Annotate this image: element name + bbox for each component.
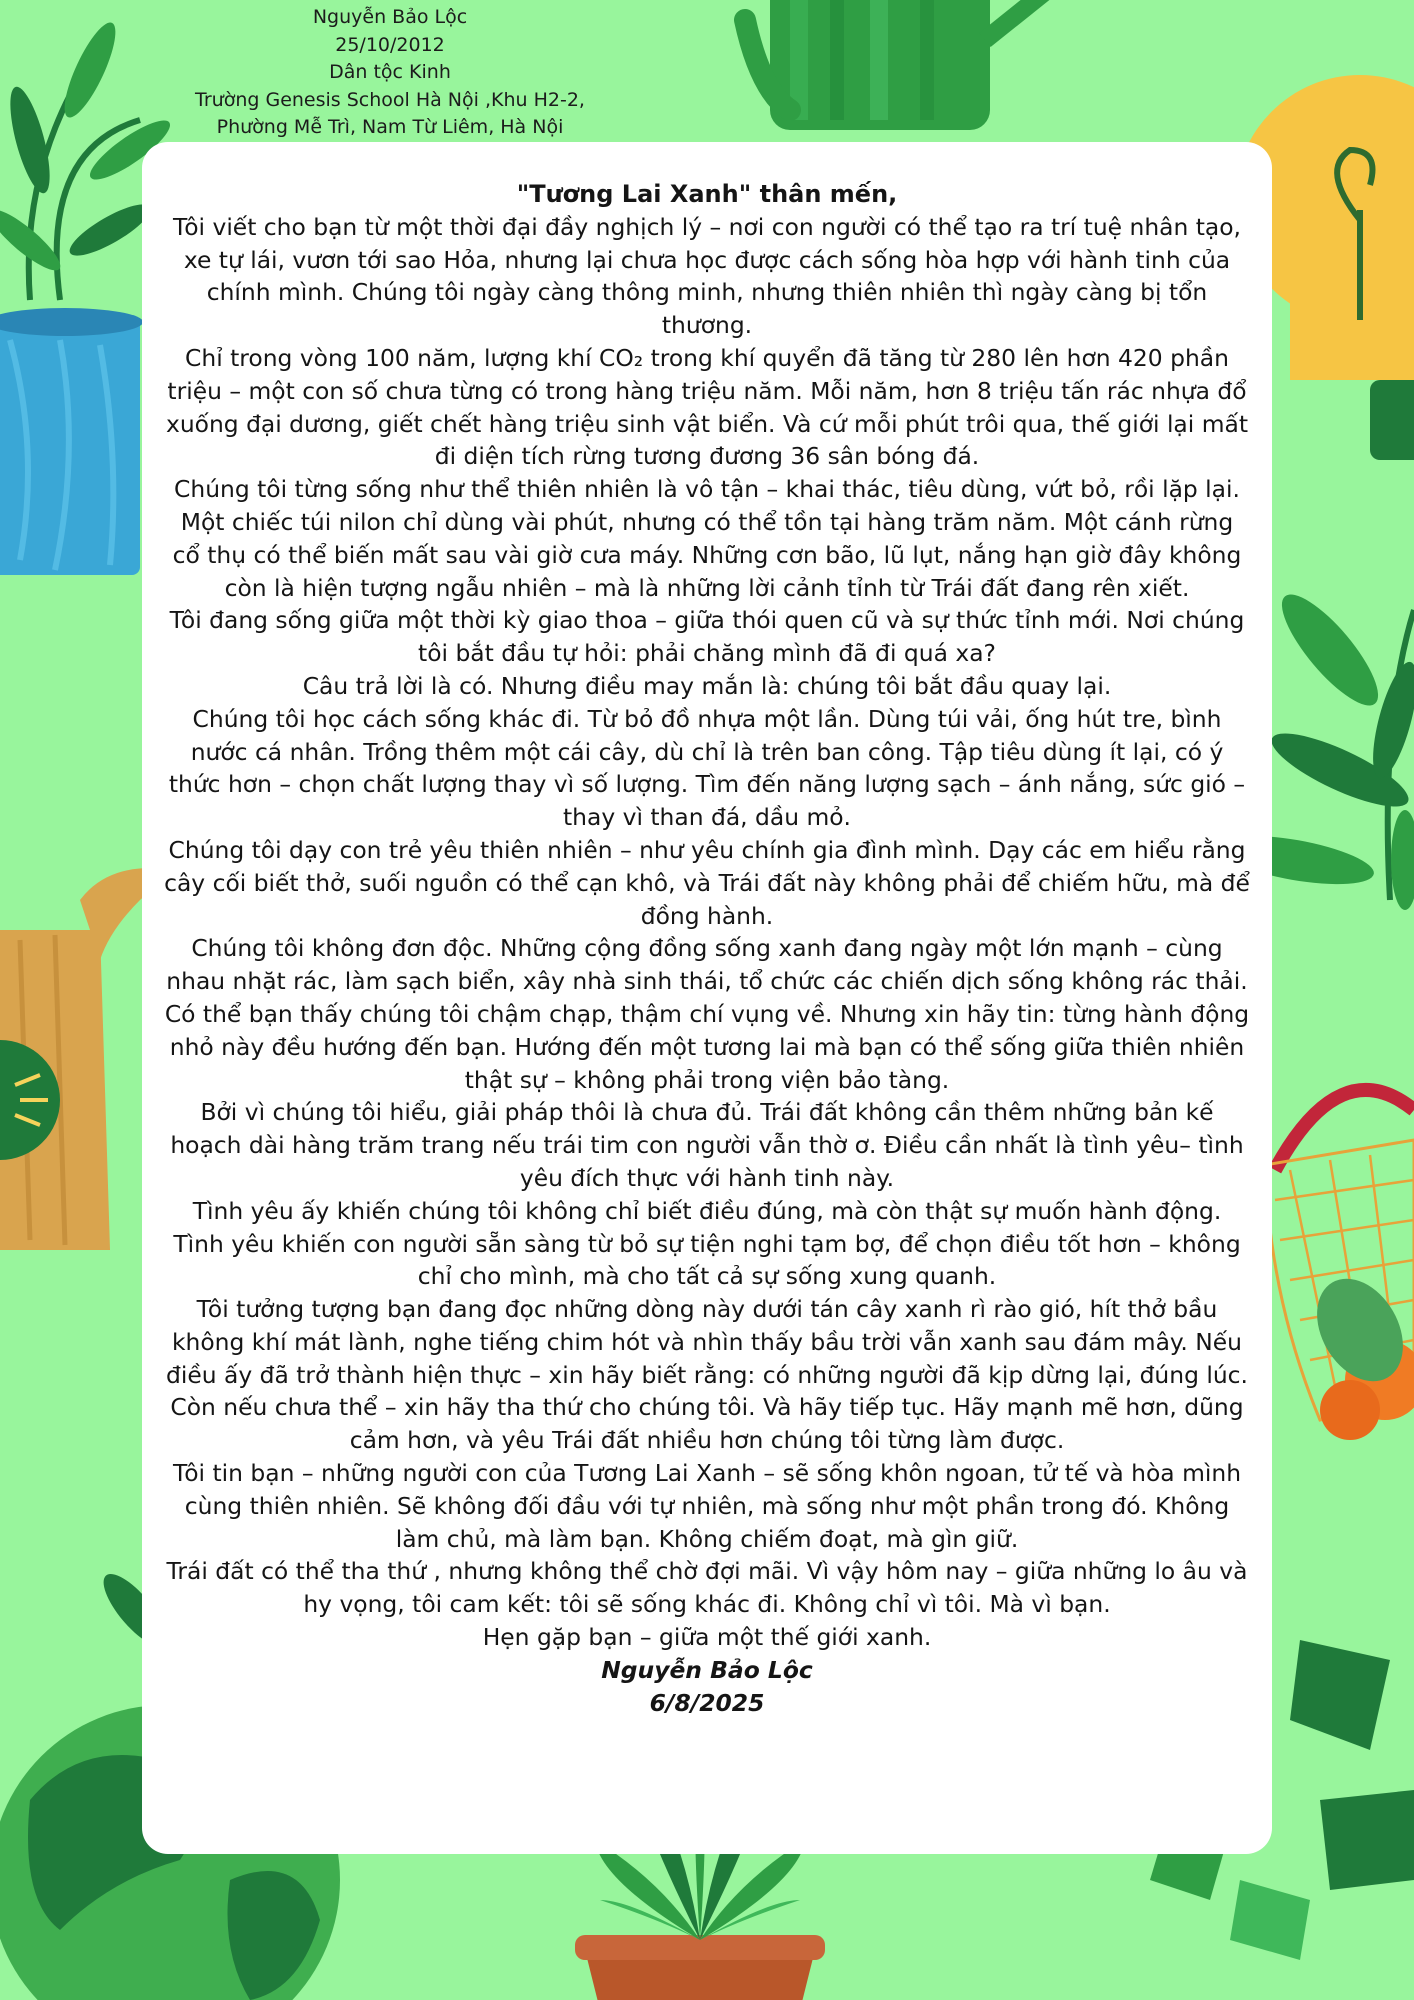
- letter-paragraph: Tôi viết cho bạn từ một thời đại đầy nghịch lý – nơi con người có thể tạo ra trí tuệ nhân tạo, xe tự lái, vươn tới sao Hỏa, nhưng lại chưa học được cách sống hòa hợp với hành tinh của chính mình. Chúng tôi ngày càng thông minh, nhưng thiên nhiên thì ngày càng bị tổn thương.: [173, 212, 1241, 340]
- sender-birth-date: 25/10/2012: [335, 33, 445, 56]
- sender-name: Nguyễn Bảo Lộc: [312, 6, 468, 28]
- signature-date: 6/8/2025: [649, 1688, 765, 1717]
- letter-paragraph: Tình yêu ấy khiến chúng tôi không chỉ biết điều đúng, mà còn thật sự muốn hành động. Tình yêu khiến con người sẵn sàng từ bỏ sự tiện nghi tạm bợ, để chọn điều tốt hơn – không chỉ cho mình, mà cho tất cả sự sống xung quanh.: [173, 1196, 1241, 1291]
- letter-paragraph: Bởi vì chúng tôi hiểu, giải pháp thôi là chưa đủ. Trái đất không cần thêm những bản kế hoạch dài hàng trăm trang nếu trái tim con người vẫn thờ ơ. Điều cần nhất là tình yêu– tình yêu đích thực với hành tinh này.: [170, 1098, 1244, 1192]
- letter-paragraph: Trái đất có thể tha thứ , nhưng không thể chờ đợi mãi. Vì vậy hôm nay – giữa những lo âu và hy vọng, tôi cam kết: tôi sẽ sống khác đi. Không chỉ vì tôi. Mà vì bạn.: [166, 1557, 1248, 1619]
- letter-paragraph: Câu trả lời là có. Nhưng điều may mắn là: chúng tôi bắt đầu quay lại.: [302, 671, 1112, 700]
- letter-body: [142, 178, 1272, 1719]
- sender-school-line-2: Phường Mễ Trì, Nam Từ Liêm, Hà Nội: [216, 116, 564, 138]
- letter-paragraph: Chúng tôi dạy con trẻ yêu thiên nhiên – như yêu chính gia đình mình. Dạy các em hiểu rằng cây cối biết thở, suối nguồn có thể cạn khô, và Trái đất này không phải để chiếm hữu, mà để đồng hành.: [164, 835, 1250, 930]
- watering-can-icon: [745, 0, 1060, 130]
- sender-school-line-1: Trường Genesis School Hà Nội ,Khu H2-2,: [195, 88, 585, 111]
- letter-closing: Hẹn gặp bạn – giữa một thế giới xanh.: [482, 1623, 932, 1652]
- letter-greeting: "Tương Lai Xanh" thân mến,: [516, 180, 898, 208]
- letter-paragraph: Tôi tin bạn – những người con của Tương Lai Xanh – sẽ sống khôn ngoan, tử tế và hòa mình cùng thiên nhiên. Sẽ không đối đầu với tự nhiên, mà sống như một phần trong đó. Không làm chủ, mà làm bạn. Không chiếm đoạt, mà gìn giữ.: [172, 1459, 1242, 1553]
- letter-paragraph: Chúng tôi không đơn độc. Những cộng đồng sống xanh đang ngày một lớn mạnh – cùng nhau nhặt rác, làm sạch biển, xây nhà sinh thái, tổ chức các chiến dịch sống không rác thải. Có thể bạn thấy chúng tôi chậm chạp, thậm chí vụng về. Nhưng xin hãy tin: từng hành động nhỏ này đều hướng đến bạn. Hướng đến một tương lai mà bạn có thể sống giữa thiên nhiên thật sự – không phải trong viện bảo tàng.: [164, 934, 1250, 1094]
- sender-ethnicity: Dân tộc Kinh: [329, 61, 451, 83]
- signature-name: Nguyễn Bảo Lộc: [601, 1655, 813, 1684]
- letter-paragraph: Tôi tưởng tượng bạn đang đọc những dòng này dưới tán cây xanh rì rào gió, hít thở bầu không khí mát lành, nghe tiếng chim hót và nhìn thấy bầu trời vẫn xanh sau đám mây. Nếu điều ấy đã trở thành hiện thực – xin hãy biết rằng: có những người đã kịp dừng lại, đúng lúc. Còn nếu chưa thể – xin hãy tha thứ cho chúng tôi. Và hãy tiếp tục. Hãy mạnh mẽ hơn, dũng cảm hơn, và yêu Trái đất nhiều hơn chúng tôi từng làm được.: [166, 1295, 1248, 1455]
- mesh-shopping-bag-icon: [1265, 1090, 1414, 1440]
- letter-paragraph: Chỉ trong vòng 100 năm, lượng khí CO₂ trong khí quyển đã tăng từ 280 lên hơn 420 phần triệu – một con số chưa từng có trong hàng triệu năm. Mỗi năm, hơn 8 triệu tấn rác nhựa đổ xuống đại dương, giết chết hàng triệu sinh vật biển. Và cứ mỗi phút trôi qua, thế giới lại mất đi diện tích rừng tương đương 36 sân bóng đá.: [165, 343, 1248, 471]
- sender-info: [180, 4, 600, 142]
- letter-paragraph: Tôi đang sống giữa một thời kỳ giao thoa – giữa thói quen cũ và sự thức tỉnh mới. Nơi chúng tôi bắt đầu tự hỏi: phải chăng mình đã đi quá xa?: [169, 606, 1245, 668]
- letter-paragraph: Chúng tôi từng sống như thể thiên nhiên là vô tận – khai thác, tiêu dùng, vứt bỏ, rồi lặp lại. Một chiếc túi nilon chỉ dùng vài phút, nhưng có thể tồn tại hàng trăm năm. Một cánh rừng cổ thụ có thể biến mất sau vài giờ cưa máy. Những cơn bão, lũ lụt, nắng hạn giờ đây không còn là hiện tượng ngẫu nhiên – mà là những lời cảnh tỉnh từ Trái đất đang rên xiết.: [172, 475, 1242, 602]
- letter-paragraph: Chúng tôi học cách sống khác đi. Từ bỏ đồ nhựa một lần. Dùng túi vải, ống hút tre, bình nước cá nhân. Trồng thêm một cái cây, dù chỉ là trên ban công. Tập tiêu dùng ít lại, có ý thức hơn – chọn chất lượng thay vì số lượng. Tìm đến năng lượng sạch – ánh nắng, sức gió – thay vì than đá, dầu mỏ.: [168, 704, 1246, 832]
